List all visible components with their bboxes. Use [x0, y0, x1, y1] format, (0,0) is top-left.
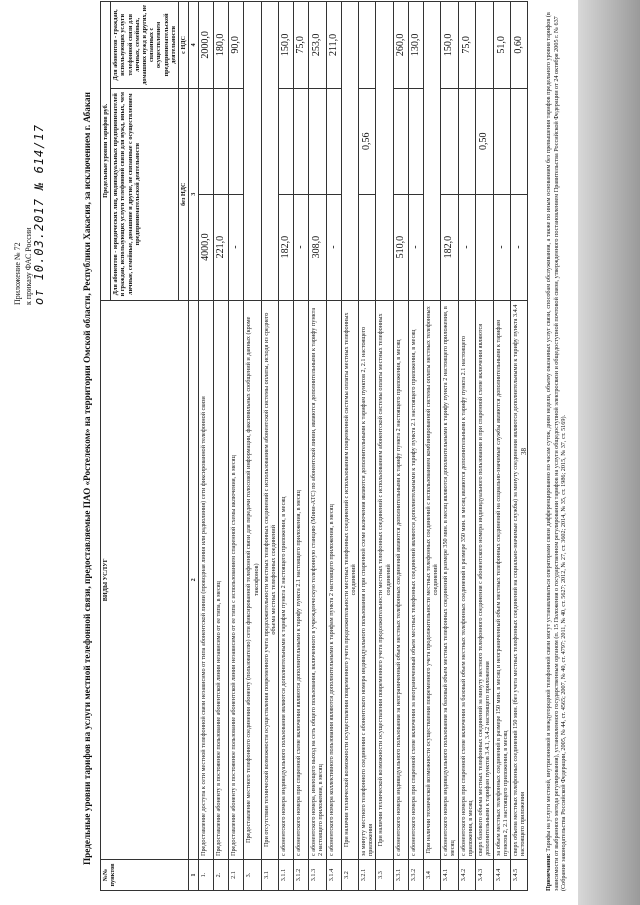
table-row	[341, 2, 358, 891]
cell-v1: 510,0	[393, 194, 408, 300]
col-no-vat-header: без НДС	[179, 88, 189, 300]
col-num-2: 2	[189, 300, 199, 859]
notes-heading: Примечания:	[545, 853, 552, 891]
table-row	[510, 2, 527, 891]
cell-no: 3.1.1	[279, 860, 294, 891]
cell-no: 3.4	[423, 860, 440, 891]
cell-v2	[408, 88, 423, 194]
col-no-header: №№ пунктов	[101, 860, 189, 891]
cell-v2	[393, 88, 408, 194]
table-row	[261, 2, 278, 891]
cell-name: Предоставление доступа к сети местной телефонной связи независимо от типа абонентской линии (проводная линия или радиолиния) сети фиксированной телефонной связи	[199, 300, 214, 859]
cell-v2	[493, 88, 510, 194]
cell-empty	[423, 2, 440, 301]
cell-v3: 0,60	[510, 2, 527, 89]
cell-no: 3.4.4	[493, 860, 510, 891]
cell-v2	[309, 88, 326, 194]
col-with-vat-header: с НДС	[179, 2, 189, 89]
cell-empty	[376, 2, 393, 301]
cell-v1	[359, 194, 376, 300]
order-date-handwritten: от 10.03.2017 № 614/17	[32, 124, 46, 305]
table-row	[493, 2, 510, 891]
notes	[545, 11, 568, 891]
cell-no: 3.2.1	[359, 860, 376, 891]
cell-v2	[441, 88, 458, 194]
cell-name: Предоставление местного телефонного соединения абоненту (пользователю) сети фиксированной телефонной связи для передачи голосовой информации, факсимильных сообщений и данных (кроме таксофонов)	[244, 300, 261, 859]
cell-no: 3.4.5	[510, 860, 527, 891]
tariff-table	[100, 1, 528, 891]
table-row	[214, 2, 229, 891]
cell-name: с абонентского номера при спаренной схеме включения за неограниченный объем местных телефонных соединений являются дополнительными к тарифу пункта 2.1 настоящего приложения, в месяц	[408, 300, 423, 859]
order-label: к приказу ФАС России	[24, 227, 33, 305]
table-row	[376, 2, 393, 891]
cell-v1: 182,0	[279, 194, 294, 300]
cell-v2	[510, 88, 527, 194]
cell-v3: 253,0	[309, 2, 326, 89]
cell-no: 3.3.1	[393, 860, 408, 891]
cell-v1	[476, 194, 493, 300]
cell-no: 3.1.3	[309, 860, 326, 891]
cell-name: с абонентского номера при спаренной схеме включения за базовый объем местных телефонных соединений в размере 350 мин. в месяц являются дополнительными к тарифу пункта 2.1 настоящего приложения, в месяц	[458, 300, 475, 859]
cell-v2	[294, 88, 309, 194]
cell-v3: 75,0	[458, 2, 475, 89]
cell-no: 1.	[199, 860, 214, 891]
cell-name: за объем местных телефонных соединений в размере 150 мин. в месяц и неограниченный объем местных телефонных соединений на социально-значимые службы являются дополнительными к тарифам пунктов 2, 2.1 настоящего приложения, в месяц	[493, 300, 510, 859]
cell-empty	[261, 2, 278, 301]
cell-name: При наличии технической возможности осуществления повременного учета продолжительности местных телефонных соединений с использованием повременной системы оплаты местных телефонных соединений	[341, 300, 358, 859]
cell-name: При наличии технической возможности осуществления повременного учета продолжительности местных телефонных соединений с использованием комбинированной системы оплаты местных телефонных соединений	[423, 300, 440, 859]
cell-name: сверх объема местных телефонных соединений 150 мин. (без учета местных телефонных соединений на социально-значимые службы) за минуту соединения являются дополнительными к тарифу пункта 3.4.4 настоящего приложения	[510, 300, 527, 859]
cell-v2	[279, 88, 294, 194]
cell-empty	[244, 2, 261, 301]
cell-no: 3.3.2	[408, 860, 423, 891]
cell-v1: 221,0	[214, 194, 229, 300]
cell-v3: 51,0	[493, 2, 510, 89]
cell-v3: 260,0	[393, 2, 408, 89]
cell-v1: -	[294, 194, 309, 300]
cell-v2: 0,56	[359, 88, 376, 194]
table-row	[229, 2, 244, 891]
cell-v1: -	[510, 194, 527, 300]
cell-v2	[458, 88, 475, 194]
cell-v3: 130,0	[408, 2, 423, 89]
cell-v3: 2000,0	[199, 2, 214, 89]
document-header	[12, 5, 45, 305]
cell-v2	[229, 88, 244, 194]
cell-no: 3.3	[376, 860, 393, 891]
cell-v3	[476, 2, 493, 89]
table-row	[408, 2, 423, 891]
notes-text: Тарифы на услуги местной, внутризоновой и междугородной телефонной связи могут устанавливаться операторами связи дифференцированно по часам суток, дням недели, объему оказанных услуг связи, способам обслуживания, а также по иным основаниям без превышения тарифов предельного уровня тарифов (в зависимости от выбранного метода регулирования), установленного государственным органом (п. 15 Положения о государственном регулировании тарифов на услуги общедоступной электросвязи и общедоступной почтовой связи, утвержденного постановлением Правительства Российской Федерации от 24 октября 2005 г. № 637 (Собрание законодательства Российской Федерации, 2005, № 44, ст. 4565; 2007, № 40, ст. 4797; 2011, № 40, ст. 5627; 2012, № 27, ст. 3602; 2014, № 35, ст. 1986; 2015, № 37, ст. 5169).	[545, 12, 567, 891]
cell-name: При отсутствии технической возможности осуществления повременного учета продолжительности местных телефонных соединений с использованием абонентской системы оплаты, исходя из среднего объема местных телефонных соединений	[261, 300, 278, 859]
cell-v3: 211,0	[326, 2, 341, 89]
cell-v3: 90,0	[229, 2, 244, 89]
cell-no: 3.4.3	[476, 860, 493, 891]
table-row	[359, 2, 376, 891]
cell-v1: 308,0	[309, 194, 326, 300]
table-row	[393, 2, 408, 891]
table-row	[244, 2, 261, 891]
table-row	[309, 2, 326, 891]
cell-name: Предоставление абоненту в постоянное пользование абонентской линии независимо от ее типа, в месяц	[214, 300, 229, 859]
cell-name: за минуту местного телефонного соединения с абонентского номера индивидуального пользования и при спаренной схеме включения являются дополнительными к тарифам пунктов 2, 2.1 настоящего приложения	[359, 300, 376, 859]
cell-v3: 150,0	[441, 2, 458, 89]
appendix-label: Приложение № 72	[13, 242, 22, 305]
cell-no: 3.4.2	[458, 860, 475, 891]
table-row	[423, 2, 440, 891]
cell-no: 3.1.4	[326, 860, 341, 891]
cell-v2	[199, 88, 214, 194]
cell-no: 3.2	[341, 860, 358, 891]
cell-name: с абонентского номера при спаренной схеме включения являются дополнительными к тарифу пункта 2.1 настоящего приложения, в месяц	[294, 300, 309, 859]
table-row	[458, 2, 475, 891]
cell-v1: 182,0	[441, 194, 458, 300]
table-row	[476, 2, 493, 891]
cell-name: При наличии технической возможности осуществления повременного учета продолжительности местных телефонных соединений с использованием абонентской системы оплаты местных телефонных соединений	[376, 300, 393, 859]
cell-v3: 75,0	[294, 2, 309, 89]
cell-no: 2.1	[229, 860, 244, 891]
col-group-b-header: Для абонентов - граждан, использующих услуги телефонной связи для личных, семейных, домашних нужд и других, не связанных с осуществлением предпринимательской деятельности	[111, 2, 179, 89]
cell-v2	[326, 88, 341, 194]
table-row	[294, 2, 309, 891]
cell-v3	[359, 2, 376, 89]
scan-border-strip	[578, 0, 640, 905]
col-num-4: 4	[189, 2, 199, 89]
table-row	[441, 2, 458, 891]
cell-no: 3.4.1	[441, 860, 458, 891]
cell-name: с абонентского номера индивидуального пользования являются дополнительными к тарифам пункта 2 настоящего приложения, в месяц	[279, 300, 294, 859]
cell-v1: -	[229, 194, 244, 300]
cell-v1: 4000,0	[199, 194, 214, 300]
table-row	[199, 2, 214, 891]
cell-v1: -	[326, 194, 341, 300]
cell-name: сверх базового объема местных телефонных соединений за минуту местного телефонного соединения с абонентского номера индивидуального пользования и при спаренной схеме включения являются дополнительными к тарифам пунктов 3.4.1, 3.4.2 настоящего приложения	[476, 300, 493, 859]
cell-v2: 0,50	[476, 88, 493, 194]
col-name-header: ВИДЫ УСЛУГ	[101, 300, 189, 859]
table-row	[279, 2, 294, 891]
col-num-1: 1	[189, 860, 199, 891]
cell-v1: -	[408, 194, 423, 300]
cell-v3: 180,0	[214, 2, 229, 89]
cell-v1: -	[493, 194, 510, 300]
cell-v3: 150,0	[279, 2, 294, 89]
cell-no: 3.1.2	[294, 860, 309, 891]
cell-v1: -	[458, 194, 475, 300]
col-group-a-header: Для абонентов - юридических лиц, индивидуальных предпринимателей и граждан, использующих услуги телефонной связи для нужд, иных, чем личные, семейные, домашние и другие, не связанные с осуществлением предпринимательской деятельности	[111, 88, 179, 300]
document-title: Предельные уровни тарифов на услуги местной телефонной связи, предоставляемые ПАО «Ростелеком» на территории Омской области, Республики Хакасия, за исключением г. Абакан	[82, 92, 92, 865]
cell-name: с абонентского номера коллективного пользования являются дополнительными к тарифам пункта 2 настоящего приложения, в месяц	[326, 300, 341, 859]
cell-no: 2.	[214, 860, 229, 891]
cell-name: с абонентского номера индивидуального пользования за неограниченный объем местных телефонных соединений являются дополнительными к тарифу пункта 2 настоящего приложения, в месяц	[393, 300, 408, 859]
page-number: 38	[520, 448, 528, 455]
col-num-3: 3	[189, 88, 199, 300]
cell-v2	[214, 88, 229, 194]
cell-empty	[341, 2, 358, 301]
cell-no: 3.	[244, 860, 261, 891]
cell-name: с абонентского номера, имеющего выход на сеть общего пользования, включенного в учрежденческую телефонную станцию (Мини-АТС) по абонентской линии, являются дополнительными к тарифу пункта 2 настоящего приложения, в месяц	[309, 300, 326, 859]
table-row	[326, 2, 341, 891]
col-levels-header: Предельные уровни тарифов руб.	[101, 2, 111, 301]
cell-name: с абонентского номера индивидуального пользования за базовый объем местных телефонных соединений в размере 350 мин. в месяц являются дополнительными к тарифу пункта 2 настоящего приложения, в месяц	[441, 300, 458, 859]
cell-no: 3.1	[261, 860, 278, 891]
cell-name: Предоставление абоненту в постоянное пользование абонентской линии независимо от ее типа с использованием спаренной схемы включения, в месяц	[229, 300, 244, 859]
